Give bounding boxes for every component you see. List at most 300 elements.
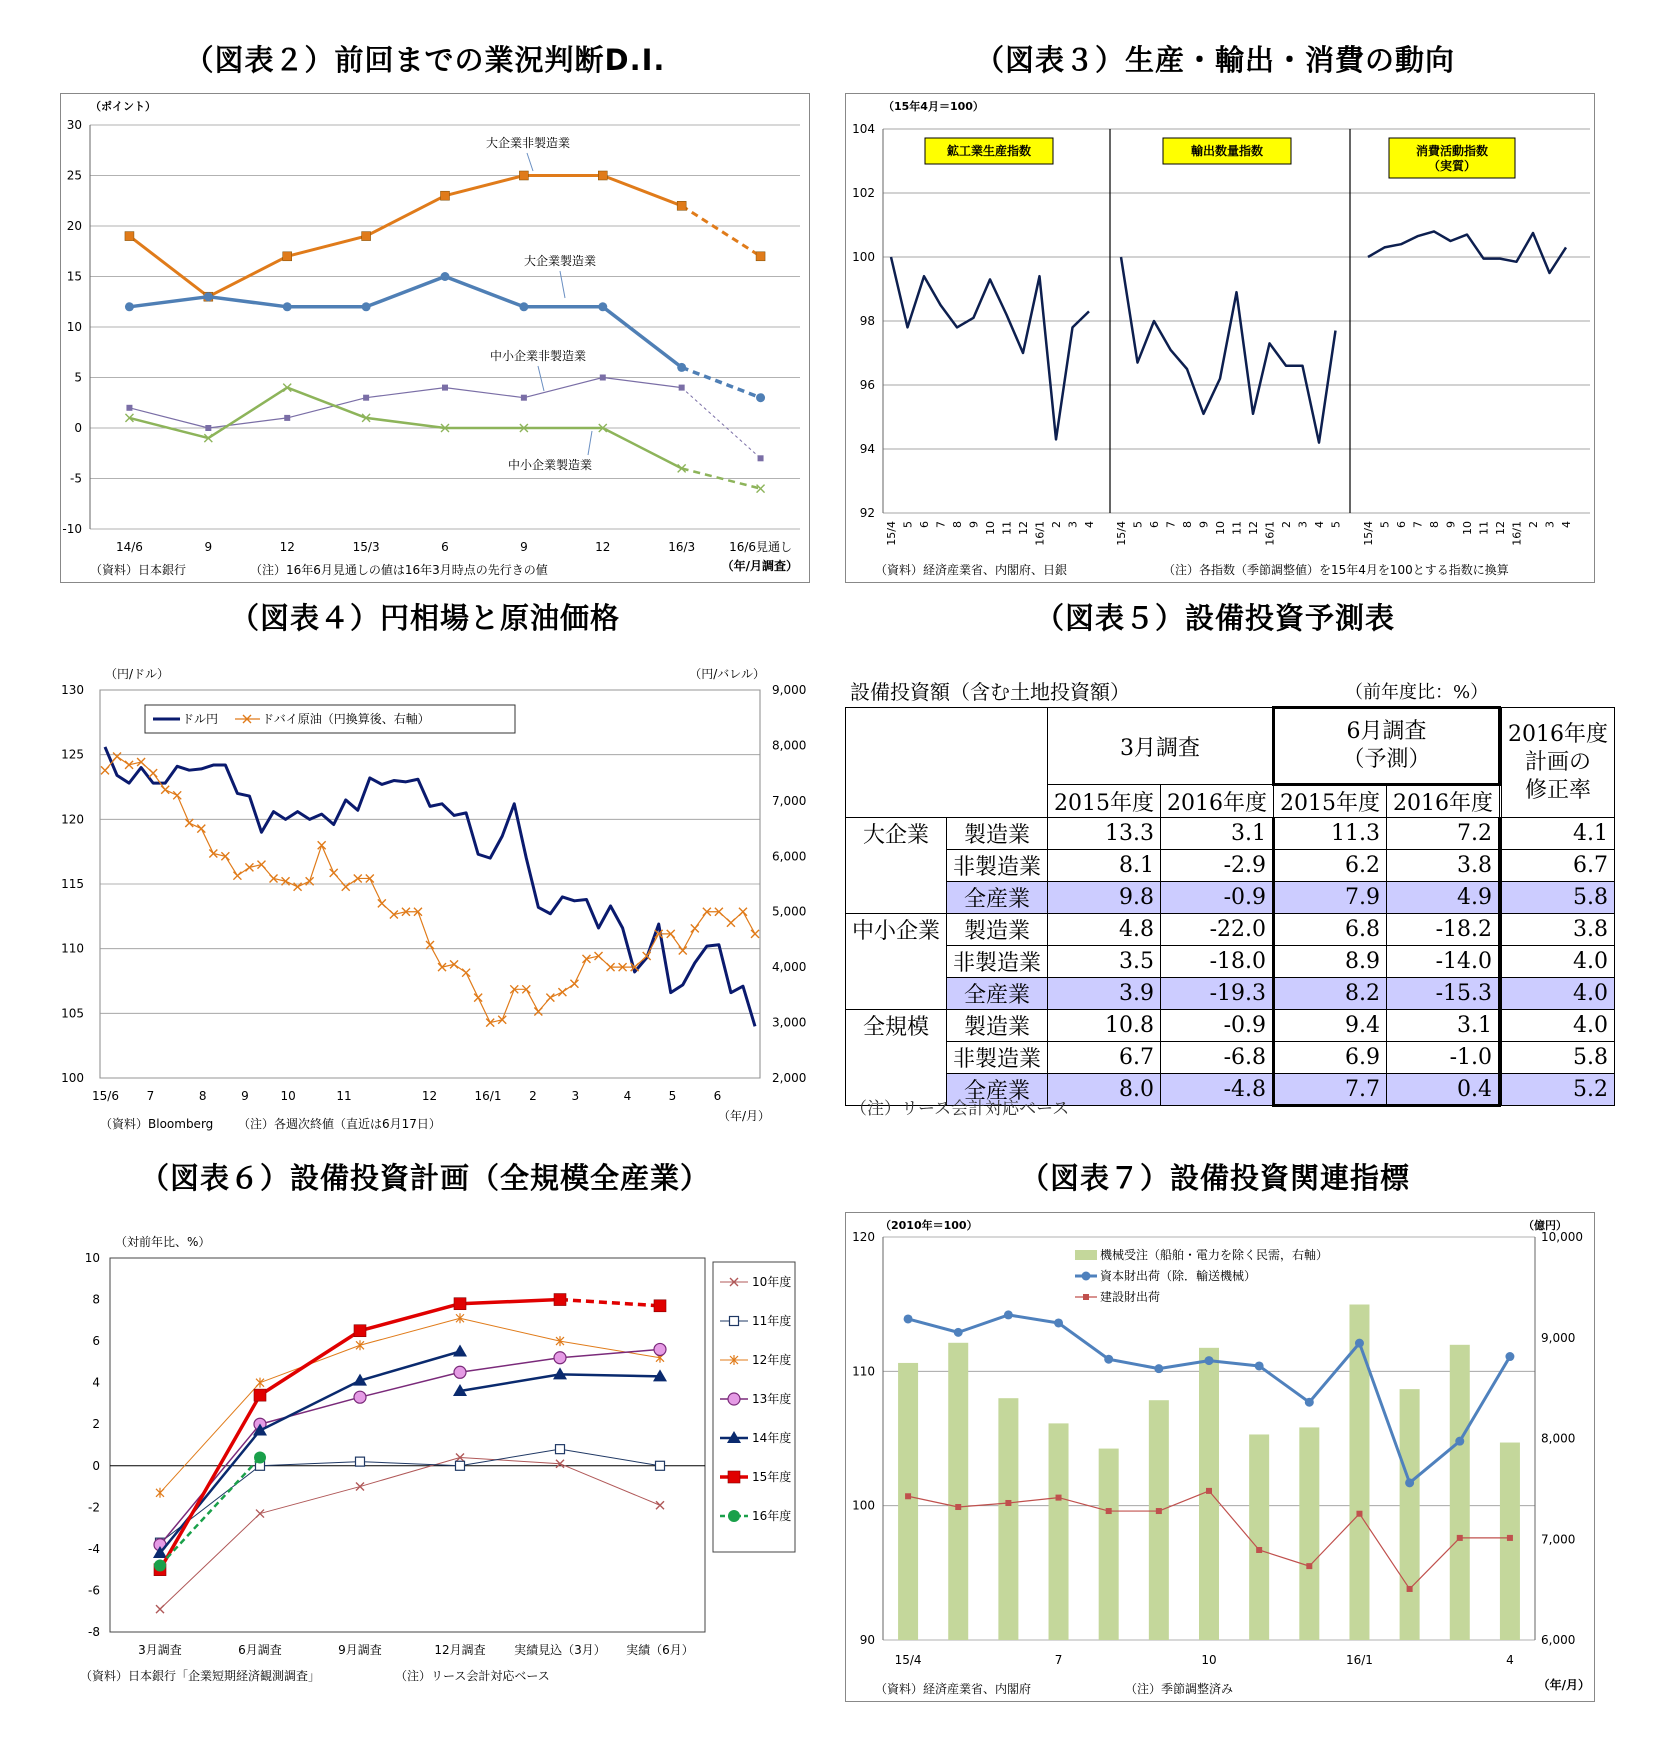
data-point — [205, 425, 211, 431]
value-cell: 3.8 — [1387, 850, 1500, 882]
x-tick-label: 4 — [1083, 521, 1096, 528]
y2-tick-label: 9,000 — [772, 683, 807, 697]
data-point — [1355, 1339, 1364, 1348]
bar — [1500, 1443, 1520, 1640]
x-tick-label: 6 — [1148, 521, 1161, 528]
data-point — [1407, 1586, 1413, 1592]
data-point — [905, 1493, 911, 1499]
chart5-title: （図表５）設備投資予測表 — [1034, 601, 1395, 635]
y-tick-label: -6 — [88, 1583, 100, 1598]
y2-tick-label: 4,000 — [772, 960, 807, 975]
data-point — [677, 201, 686, 210]
data-point — [1255, 1361, 1264, 1370]
x-tick-label: 3 — [1296, 521, 1310, 528]
x-tick-label: 6 — [1395, 521, 1408, 528]
unit-label: （15年4月＝100） — [883, 100, 984, 113]
x-tick-label: 12 — [1017, 521, 1030, 535]
source-note: （資料）Bloomberg — [100, 1117, 214, 1131]
bar — [1450, 1345, 1470, 1640]
source-note: （資料）日本銀行 — [90, 563, 187, 577]
x-tick-label: 9 — [1197, 521, 1211, 528]
value-cell: -14.0 — [1387, 946, 1500, 978]
x-tick-label: 3 — [1543, 521, 1557, 528]
data-point — [1056, 1495, 1062, 1501]
x-tick-label: 3 — [571, 1089, 580, 1103]
year-header: 2015年度 — [1274, 785, 1387, 818]
bar — [1400, 1389, 1420, 1640]
revision-cell: 4.1 — [1502, 818, 1615, 850]
chart4-yen-oil — [60, 660, 807, 1140]
june-survey-header — [1274, 708, 1500, 785]
industry-label: 非製造業 — [947, 850, 1048, 882]
revision-header-line3: 修正率 — [1525, 777, 1592, 803]
series-label: 鉱工業生産指数 — [946, 144, 1032, 158]
legend-marker — [1083, 1294, 1089, 1300]
value-cell: 8.0 — [1048, 1074, 1161, 1106]
value-cell: 6.2 — [1274, 850, 1387, 882]
chart6-capex-plan — [80, 1222, 820, 1702]
left-unit-label: （2010年＝100） — [880, 1219, 978, 1232]
y2-tick-label: 5,000 — [772, 904, 807, 919]
data-point — [154, 1560, 166, 1572]
data-point — [598, 171, 607, 180]
data-point — [354, 1391, 366, 1403]
bar — [1249, 1434, 1269, 1640]
left-unit-label: （円/ドル） — [105, 667, 170, 681]
x-tick-label: 9 — [967, 521, 981, 528]
y2-tick-label: 8,000 — [772, 738, 807, 753]
y2-tick-label: 6,000 — [1541, 1633, 1576, 1647]
data-point — [283, 252, 292, 261]
y-tick-label: 0 — [74, 421, 82, 435]
value-cell: 6.9 — [1274, 1042, 1387, 1074]
value-cell: 7.9 — [1274, 882, 1387, 914]
y-tick-label: 110 — [61, 941, 84, 956]
y-tick-label: 8 — [92, 1292, 100, 1307]
y-tick-label: 2 — [92, 1417, 100, 1432]
x-tick-label: 4 — [1560, 521, 1573, 528]
legend-label: ドバイ原油（円換算後、右軸） — [262, 712, 430, 726]
x-tick-label: 10 — [1201, 1653, 1217, 1667]
table-row — [846, 978, 1615, 1010]
data-point — [758, 455, 764, 461]
legend-marker — [730, 1317, 739, 1326]
legend-label: 12年度 — [752, 1353, 792, 1367]
y-tick-label: 90 — [859, 1633, 875, 1647]
legend-swatch — [1075, 1250, 1097, 1260]
march-survey-header: 3月調査 — [1048, 708, 1274, 785]
x-axis-label: （年/月） — [717, 1109, 770, 1123]
x-tick-label: 2 — [1527, 521, 1540, 528]
data-point — [362, 232, 371, 241]
data-point — [554, 1294, 566, 1306]
y-tick-label: 15 — [66, 269, 82, 284]
data-point — [1005, 1500, 1011, 1506]
data-point — [1305, 1398, 1314, 1407]
table5-note: （注）リース会計対応ベース — [850, 1099, 1070, 1119]
data-point — [654, 1300, 666, 1312]
y2-tick-label: 8,000 — [1541, 1431, 1576, 1446]
y-tick-label: 104 — [852, 122, 875, 136]
value-cell: 9.8 — [1048, 882, 1161, 914]
x-tick-label: 9月調査 — [338, 1643, 382, 1657]
y-tick-label: -2 — [88, 1500, 100, 1515]
data-point — [254, 1389, 266, 1401]
revision-cell: 4.0 — [1502, 1010, 1615, 1042]
legend-label: 13年度 — [752, 1392, 792, 1406]
x-tick-label: 11 — [336, 1089, 352, 1103]
data-point — [556, 1445, 565, 1454]
legend-label: ドル円 — [182, 712, 219, 726]
x-tick-label: 8 — [1428, 521, 1441, 528]
value-cell: 4.9 — [1387, 882, 1500, 914]
y-tick-label: 6 — [92, 1334, 100, 1349]
series-label: 大企業非製造業 — [485, 136, 571, 150]
data-point — [756, 393, 765, 402]
data-point — [679, 385, 685, 391]
revision-cell: 5.8 — [1502, 1042, 1615, 1074]
y-tick-label: -5 — [70, 471, 82, 486]
value-cell: 4.8 — [1048, 914, 1161, 946]
x-tick-label: 15/4 — [885, 521, 898, 546]
data-point — [598, 302, 607, 311]
data-point — [363, 395, 369, 401]
unit-label: （対前年比、%） — [115, 1235, 211, 1249]
y-tick-label: 100 — [852, 250, 875, 264]
value-cell: -0.9 — [1161, 882, 1274, 914]
x-tick-label: 16/3 — [668, 540, 696, 554]
year-header: 2016年度 — [1387, 785, 1500, 818]
revision-header-line1: 2016年度 — [1508, 721, 1609, 747]
bar — [1349, 1305, 1369, 1640]
june-header-line1: 6月調査 — [1346, 719, 1427, 744]
value-cell: 9.4 — [1274, 1010, 1387, 1042]
series-label: 中小企業製造業 — [507, 458, 593, 472]
x-tick-label: 12 — [1247, 521, 1260, 535]
x-tick-label: 16/1 — [1345, 1653, 1373, 1667]
data-point — [126, 405, 132, 411]
x-tick-label: 7 — [1054, 1653, 1063, 1667]
industry-label: 全産業 — [947, 978, 1048, 1010]
x-tick-label: 10 — [1214, 521, 1227, 535]
table-row — [846, 1010, 1615, 1042]
y-tick-label: -4 — [88, 1541, 100, 1556]
industry-label: 全産業 — [947, 882, 1048, 914]
bar — [1099, 1449, 1119, 1640]
table-row — [846, 946, 1615, 978]
series-label: 大企業製造業 — [523, 254, 597, 268]
revision-header — [1502, 708, 1615, 818]
x-tick-label: 14/6 — [115, 540, 143, 554]
value-cell: 8.1 — [1048, 850, 1161, 882]
table5-unit: （前年度比：%） — [1345, 682, 1489, 703]
chart3-title: （図表３）生産・輸出・消費の動向 — [974, 43, 1455, 77]
table5-caption: 設備投資額（含む土地投資額） — [850, 680, 1130, 704]
industry-label: 製造業 — [947, 914, 1048, 946]
value-cell: -18.2 — [1387, 914, 1500, 946]
x-tick-label: 6月調査 — [238, 1643, 282, 1657]
chart6-title: （図表６）設備投資計画（全規模全産業） — [139, 1161, 710, 1195]
x-tick-label: 15/6 — [92, 1089, 119, 1103]
source-note: （資料）日本銀行「企業短期経済観測調査」 — [80, 1669, 321, 1683]
data-point — [677, 363, 686, 372]
data-point — [1106, 1508, 1112, 1514]
y-tick-label: 98 — [859, 314, 875, 328]
x-tick-label: 5 — [1131, 521, 1145, 528]
group-label: 大企業 — [846, 818, 947, 914]
y-tick-label: 25 — [66, 168, 82, 183]
revision-cell: 4.0 — [1502, 946, 1615, 978]
data-point — [1306, 1563, 1312, 1569]
bar — [1049, 1423, 1069, 1640]
x-tick-label: 16/1 — [1510, 521, 1524, 546]
x-tick-label: 6 — [441, 540, 449, 554]
data-point — [656, 1461, 665, 1470]
bar — [1299, 1427, 1319, 1640]
capex-forecast-table — [845, 706, 1615, 1107]
data-point — [454, 1298, 466, 1310]
data-point — [356, 1457, 365, 1466]
y-tick-label: -10 — [62, 522, 82, 536]
x-axis-label: （年/月） — [1537, 1678, 1590, 1692]
legend-label: 11年度 — [752, 1314, 792, 1328]
y-tick-label: 20 — [66, 219, 82, 233]
bar — [948, 1343, 968, 1640]
y-tick-label: 105 — [61, 1006, 84, 1021]
data-point — [521, 395, 527, 401]
data-point — [954, 1328, 963, 1337]
y-tick-label: 4 — [92, 1375, 100, 1390]
x-tick-label: 12 — [421, 1089, 438, 1103]
note: （注）16年6月見通しの値は16年3月時点の先行きの値 — [250, 563, 548, 577]
x-tick-label: 11 — [1477, 521, 1491, 535]
industry-label: 非製造業 — [947, 946, 1048, 978]
note: （注）各週次終値（直近は6月17日） — [238, 1117, 441, 1131]
y-tick-label: 125 — [61, 747, 84, 762]
x-tick-label: 10 — [280, 1089, 296, 1103]
x-tick-label: 4 — [623, 1089, 632, 1103]
data-point — [1156, 1508, 1162, 1514]
x-tick-label: 8 — [951, 521, 964, 528]
y-tick-label: 10 — [66, 320, 82, 334]
value-cell: 6.8 — [1274, 914, 1387, 946]
bar — [898, 1363, 918, 1640]
y2-tick-label: 9,000 — [1541, 1330, 1576, 1345]
x-tick-label: 9 — [204, 540, 213, 554]
industry-label: 製造業 — [947, 1010, 1048, 1042]
plot-frame — [110, 1258, 705, 1632]
value-cell: 7.2 — [1387, 818, 1500, 850]
y-tick-label: 96 — [859, 378, 875, 392]
x-tick-label: 15/3 — [352, 540, 380, 554]
data-point — [554, 1352, 566, 1364]
revision-cell: 4.0 — [1502, 978, 1615, 1010]
chart4-title: （図表４）円相場と原油価格 — [229, 601, 620, 635]
x-tick-label: 実績（6月） — [626, 1643, 694, 1657]
table-corner — [846, 708, 1048, 818]
x-tick-label: 10 — [1461, 521, 1474, 535]
data-point — [1206, 1488, 1212, 1494]
june-header-line2: （予測） — [1342, 747, 1431, 772]
x-tick-label: 12 — [595, 540, 611, 554]
series-label: 中小企業非製造業 — [489, 349, 587, 363]
legend-label: 16年度 — [752, 1509, 792, 1523]
x-tick-label: 2 — [529, 1089, 537, 1103]
y-tick-label: 100 — [61, 1071, 84, 1085]
table-row — [846, 850, 1615, 882]
source-note: （資料）経済産業省、内閣府、日銀 — [875, 563, 1068, 577]
x-tick-label: 7 — [1411, 521, 1425, 528]
data-point — [254, 1451, 266, 1463]
legend-label: 10年度 — [752, 1275, 792, 1289]
data-point — [1205, 1356, 1214, 1365]
data-point — [1004, 1310, 1013, 1319]
unit-label: （ポイント） — [90, 100, 156, 113]
x-axis-label: （年/月調査） — [721, 559, 798, 573]
x-tick-label: 6 — [918, 521, 931, 528]
data-point — [756, 252, 765, 261]
data-point — [955, 1504, 961, 1510]
data-point — [441, 272, 450, 281]
chart2-title: （図表２）前回までの業況判断D.I. — [184, 43, 666, 77]
y-tick-label: 115 — [61, 877, 84, 891]
legend-label: 15年度 — [752, 1470, 792, 1484]
y-tick-label: 120 — [852, 1230, 875, 1244]
x-tick-label: 15/4 — [1362, 521, 1375, 546]
x-tick-label: 3 — [1066, 521, 1080, 528]
x-tick-label: 7 — [934, 521, 948, 528]
table-row — [846, 1042, 1615, 1074]
value-cell: 3.5 — [1048, 946, 1161, 978]
x-tick-label: 2 — [1280, 521, 1293, 528]
revision-cell: 5.8 — [1502, 882, 1615, 914]
value-cell: 0.4 — [1387, 1074, 1500, 1106]
note: （注）季節調整済み — [1125, 1682, 1234, 1696]
data-point — [125, 302, 134, 311]
data-point — [1104, 1355, 1113, 1364]
x-tick-label: 16/1 — [1033, 521, 1047, 546]
y-tick-label: 0 — [92, 1458, 100, 1473]
table-row — [846, 818, 1615, 850]
group-label: 中小企業 — [846, 914, 947, 1010]
value-cell: 7.7 — [1274, 1074, 1387, 1106]
value-cell: -6.8 — [1161, 1042, 1274, 1074]
data-point — [1154, 1364, 1163, 1373]
chart-frame — [61, 94, 810, 583]
y2-tick-label: 6,000 — [772, 849, 807, 864]
note: （注）各指数（季節調整値）を15年4月を100とする指数に換算 — [1163, 563, 1509, 577]
series-label: （実質） — [1427, 159, 1477, 173]
x-tick-label: 6 — [713, 1089, 722, 1103]
value-cell: -1.0 — [1387, 1042, 1500, 1074]
data-point — [442, 385, 448, 391]
revision-cell: 3.8 — [1502, 914, 1615, 946]
x-tick-label: 3月調査 — [138, 1643, 182, 1657]
value-cell: 6.7 — [1048, 1042, 1161, 1074]
y-tick-label: 30 — [66, 118, 82, 132]
x-tick-label: 9 — [520, 540, 528, 554]
data-point — [1356, 1511, 1362, 1517]
data-point — [1457, 1535, 1463, 1541]
data-point — [904, 1314, 913, 1323]
y2-tick-label: 7,000 — [1541, 1532, 1576, 1547]
data-point — [441, 191, 450, 200]
revision-cell: 5.2 — [1502, 1074, 1615, 1106]
data-point — [1507, 1535, 1513, 1541]
y-tick-label: 10 — [84, 1251, 100, 1265]
x-tick-label: 12 — [279, 540, 295, 554]
y2-tick-label: 10,000 — [1541, 1230, 1583, 1244]
x-tick-label: 15/4 — [894, 1653, 922, 1667]
value-cell: -19.3 — [1161, 978, 1274, 1010]
legend-marker — [728, 1393, 740, 1405]
industry-label: 全産業 — [947, 1074, 1048, 1106]
value-cell: 11.3 — [1274, 818, 1387, 850]
group-label: 全規模 — [846, 1010, 947, 1106]
value-cell: -22.0 — [1161, 914, 1274, 946]
x-tick-label: 15/4 — [1115, 521, 1128, 546]
x-tick-label: 5 — [1329, 521, 1343, 528]
data-point — [1405, 1478, 1414, 1487]
industry-label: 製造業 — [947, 818, 1048, 850]
x-tick-label: 2 — [1050, 521, 1063, 528]
y-tick-label: 110 — [852, 1364, 875, 1379]
chart2-business-conditions — [60, 93, 810, 583]
x-tick-label: 7 — [1164, 521, 1178, 528]
data-point — [600, 375, 606, 381]
value-cell: 8.2 — [1274, 978, 1387, 1010]
y-tick-label: 102 — [852, 186, 875, 200]
legend-label: 機械受注（船舶・電力を除く民需，右軸） — [1100, 1248, 1329, 1262]
x-tick-label: 10 — [984, 521, 997, 535]
source-note: （資料）経済産業省、内閣府 — [875, 1682, 1032, 1696]
year-header: 2016年度 — [1161, 785, 1274, 818]
legend-label: 14年度 — [752, 1431, 792, 1445]
data-point — [519, 302, 528, 311]
right-unit-label: （円/バレル） — [689, 667, 765, 681]
x-tick-label: 実績見込（3月） — [514, 1643, 606, 1657]
data-point — [519, 171, 528, 180]
value-cell: -15.3 — [1387, 978, 1500, 1010]
y-tick-label: 120 — [61, 812, 84, 827]
year-header: 2015年度 — [1048, 785, 1161, 818]
value-cell: -4.8 — [1161, 1074, 1274, 1106]
y-tick-label: 5 — [74, 370, 82, 385]
chart3-production-export-consumption — [845, 93, 1595, 583]
chart7-title: （図表７）設備投資関連指標 — [1019, 1161, 1410, 1195]
bar — [1149, 1400, 1169, 1640]
note: （注）リース会計対応ベース — [395, 1669, 550, 1683]
x-tick-label: 16/1 — [474, 1089, 502, 1103]
y-tick-label: 94 — [859, 442, 875, 456]
legend-label: 資本財出荷（除．輸送機械） — [1100, 1269, 1257, 1283]
table-row — [846, 914, 1615, 946]
table-row — [846, 882, 1615, 914]
right-unit-label: （億円） — [1523, 1219, 1567, 1232]
data-point — [354, 1325, 366, 1337]
chart7-capex-indicators — [845, 1212, 1595, 1702]
y-tick-label: 130 — [61, 683, 84, 697]
data-point — [125, 232, 134, 241]
y2-tick-label: 3,000 — [772, 1015, 807, 1030]
data-point — [1256, 1547, 1262, 1553]
x-tick-label: 9 — [241, 1089, 249, 1103]
value-cell: -2.9 — [1161, 850, 1274, 882]
bar — [998, 1398, 1018, 1640]
data-point — [1054, 1318, 1063, 1327]
data-point — [654, 1343, 666, 1355]
value-cell: -0.9 — [1161, 1010, 1274, 1042]
